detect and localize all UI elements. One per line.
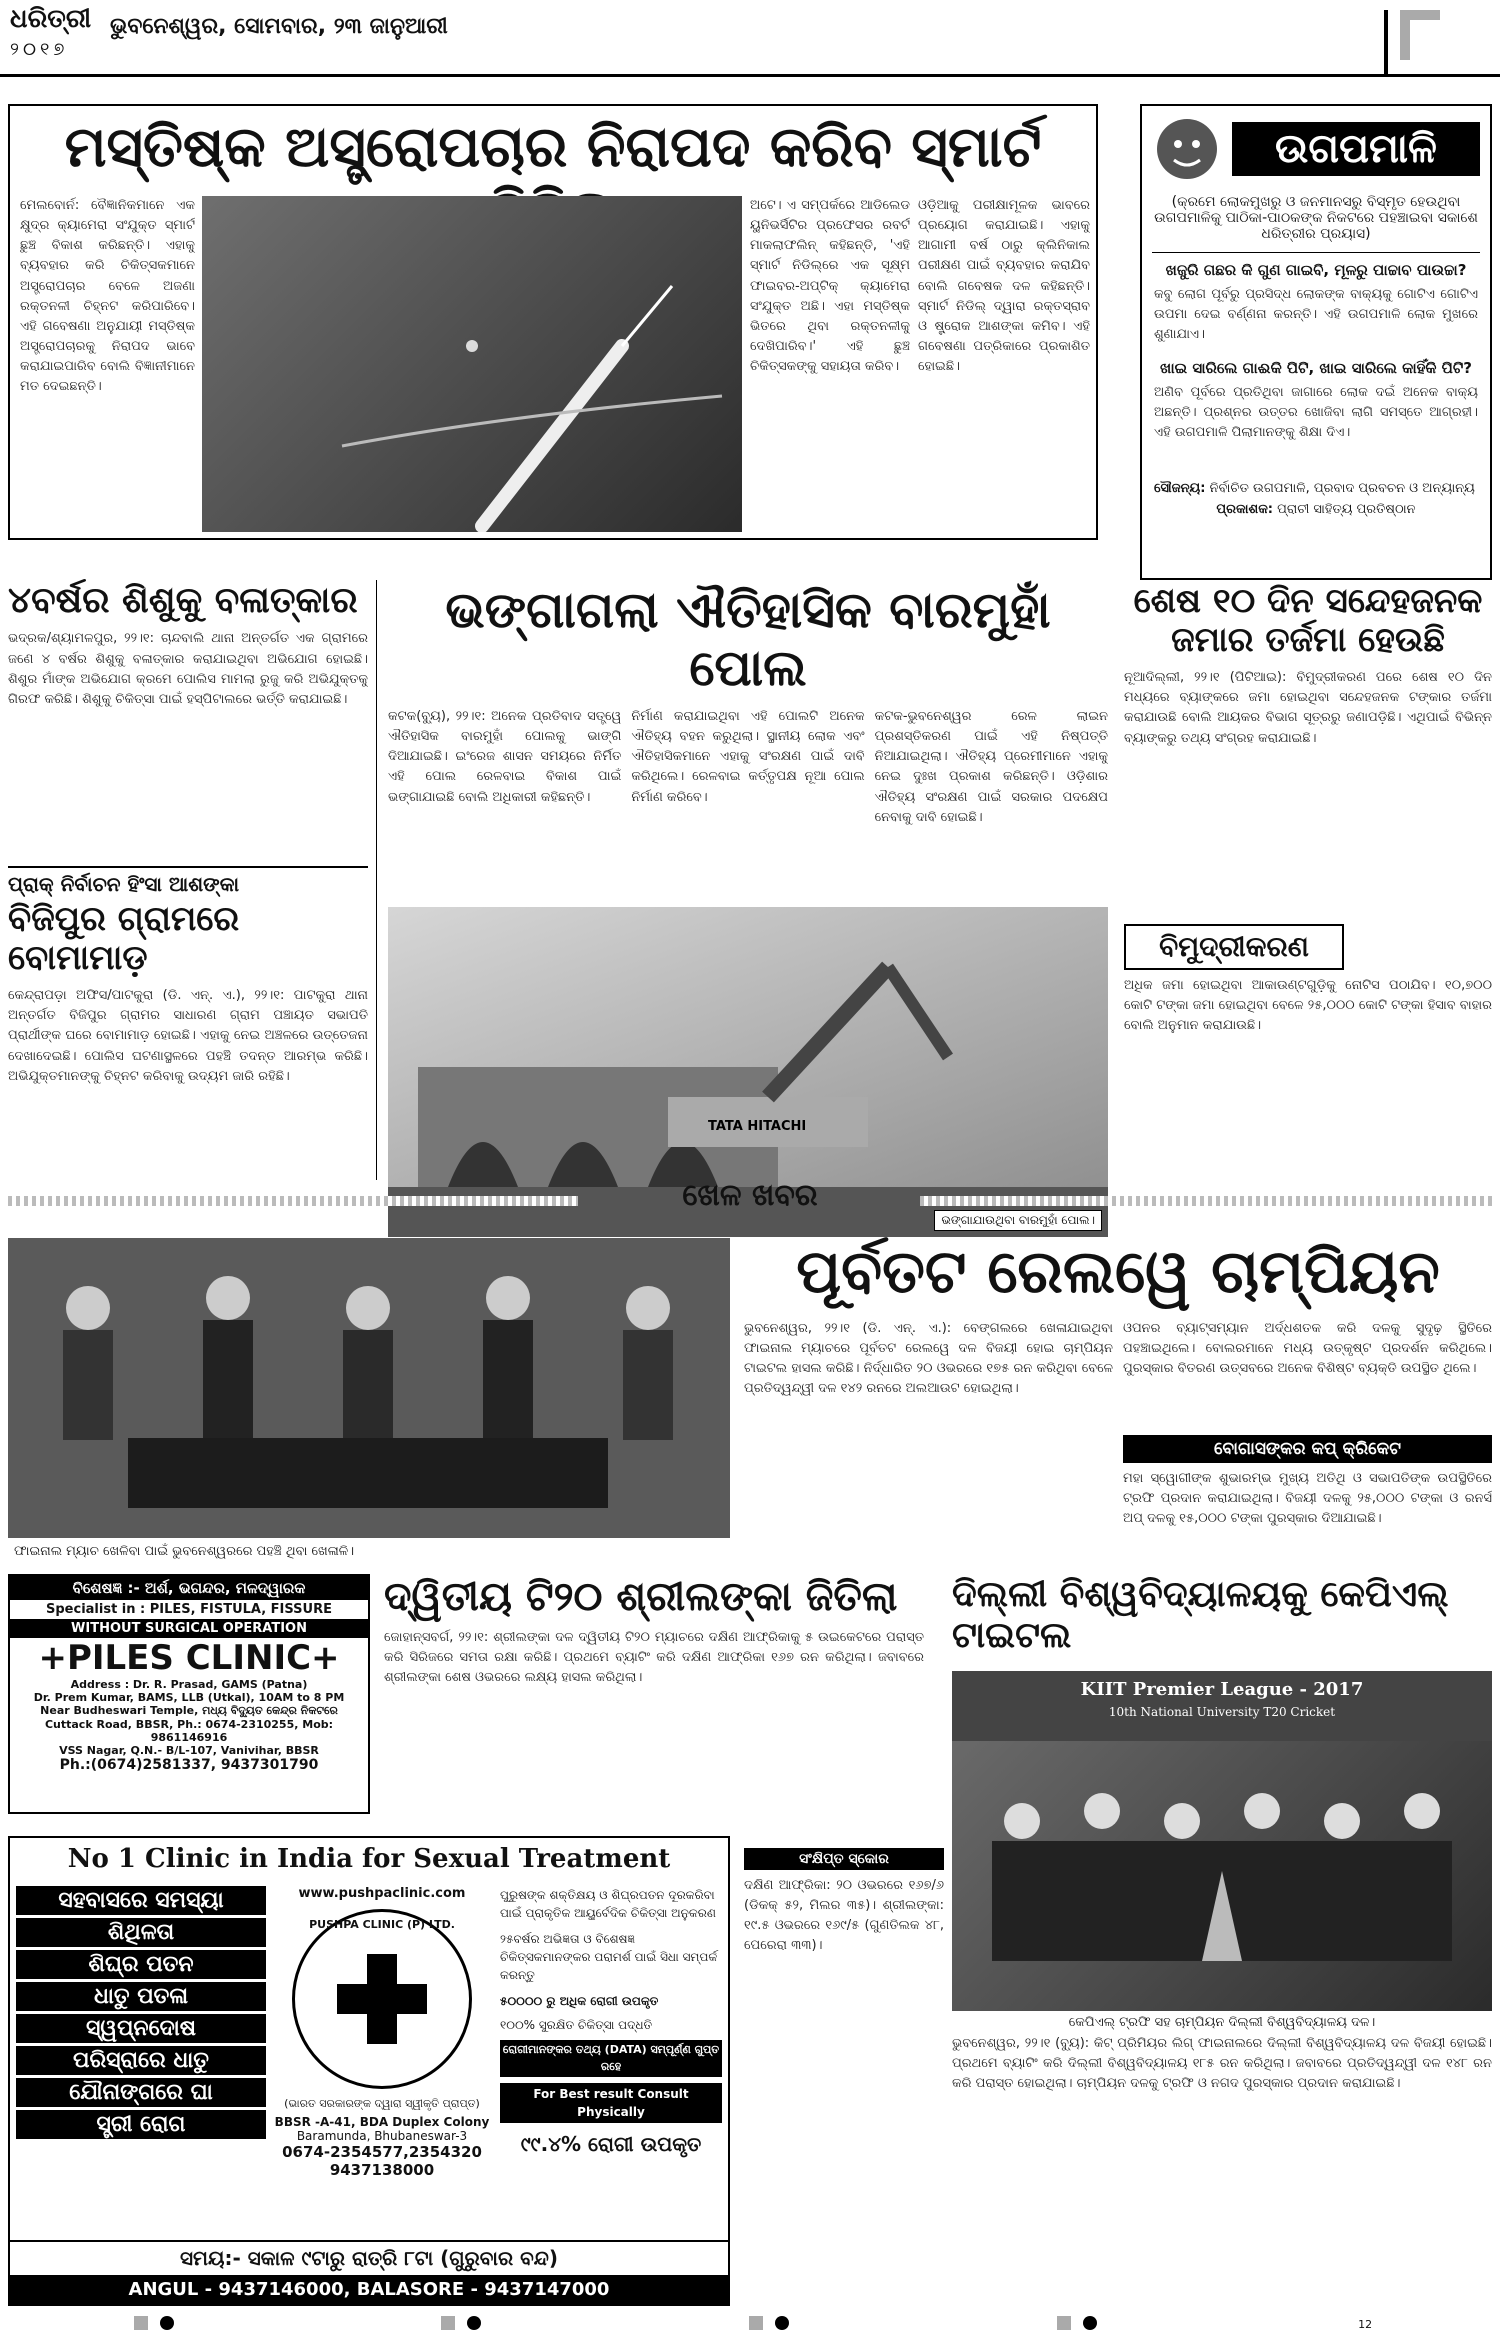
pushpa-consult: For Best result Consult Physically <box>500 2083 722 2123</box>
register-square <box>441 2316 455 2330</box>
lead-col-1: ମେଲବୋର୍ନ: ବୈଜ୍ଞାନିକମାନେ ଏକ କ୍ଷୁଦ୍ର କ୍ୟାମେରା ସଂଯୁକ୍ତ ସ୍ମାର୍ଟ ଛୁଞ୍ଚ ବିକାଶ କରିଛନ୍ତି। ଏହାକୁ ବ୍ୟବହାର କରି ଚିକିତ୍ସକମାନେ ଅସ୍ତ୍ରୋପଚାର ବେଳେ ଅଜଣା ରକ୍ତନଳୀ ଚିହ୍ନଟ କରିପାରିବେ। ଏହି ଗବେଷଣା ଅନୁଯାୟୀ ମସ୍ତିଷ୍କ ଅସ୍ତ୍ରୋପଚାରକୁ ନିରାପଦ ଭାବେ କରାଯାଇପାରିବ ବୋଲି ବିଜ୍ଞାନୀମାନେ ମତ ଦେଇଛନ୍ତି। <box>20 198 195 395</box>
barmuhan-body-3: କଟକ-ଭୁବନେଶ୍ୱର ରେଳ ଲାଇନ ପ୍ରଶସ୍ତିକରଣ ପାଇଁ ଏହି ନିଷ୍ପତ୍ତି ନିଆଯାଇଥିଲା। ଐତିହ୍ୟ ପ୍ରେମୀମାନେ ଏହାକୁ ନେଇ ଦୁଃଖ ପ୍ରକାଶ କରିଛନ୍ତି। ଓଡ଼ିଶାର ଐତିହ୍ୟ ସଂରକ୍ଷଣ ପାଇଁ ସରକାର ପଦକ୍ଷେପ ନେବାକୁ ଦାବି ହୋଇଛି। <box>874 709 1108 825</box>
page-number: 12 <box>1358 2317 1373 2331</box>
register-dot <box>160 2316 174 2330</box>
credit-label: ସୌଜନ୍ୟ: <box>1154 481 1206 496</box>
lead-headline: ମସ୍ତିଷ୍କ ଅସ୍ତ୍ରୋପଚାର ନିରାପଦ କରିବ ସ୍ମାର୍ଟ <box>64 115 1042 180</box>
players-illustration <box>8 1238 730 1538</box>
bijipur-headline: ବିଜିପୁର ଗ୍ରାମରେ ବୋମାମାଡ଼ <box>8 899 240 979</box>
publisher-text: ପ୍ରାଚୀ ସାହିତ୍ୟ ପ୍ରତିଷ୍ଠାନ <box>1277 502 1416 517</box>
pushpa-address-2: Baramunda, Bhubaneswar-3 <box>296 2129 468 2143</box>
pushpa-item: ଶିଘ୍ର ପତନ <box>16 1950 266 1979</box>
pushpa-right-4: ୧୦୦% ସୁରକ୍ଷିତ ଚିକିତ୍ସା ପଦ୍ଧତି <box>500 2018 653 2032</box>
story-delhi <box>952 1574 1492 2314</box>
pushpa-timing: ସମୟ:- ସକାଳ ୯ଟାରୁ ରାତ୍ରି ୮ଟା (ଗୁରୁବାର ବନ୍ଦ) <box>10 2240 728 2270</box>
child-body: ଭଦ୍ରକ/ଶ୍ୟାମଳପୁର, ୨୨।୧: ଚାନ୍ଦବାଲି ଥାନା ଅନ୍ତର୍ଗତ ଏକ ଗ୍ରାମରେ ଜଣେ ୪ ବର୍ଷର ଶିଶୁକୁ ବଳାତ୍କାର କରାଯାଇଥିବା ଅଭିଯୋଗ ହୋଇଛି। ଶିଶୁର ମାଁଙ୍କ ଅଭିଯୋଗ କ୍ରମେ ପୋଲିସ ମାମଲା ରୁଜୁ କରି ଅଭିଯୁକ୍ତକୁ ଗିରଫ କରିଛି। ଶିଶୁକୁ ଚିକିତ୍ସା ପାଇଁ ହସ୍ପିଟାଲରେ ଭର୍ତ୍ତି କରାଯାଇଛି। <box>8 631 368 707</box>
srilanka-headline: ଦ୍ୱିତୀୟ ଟି୨୦ ଶ୍ରୀଲଙ୍କା ଜିତିଲା <box>384 1574 898 1620</box>
column-rule <box>376 580 377 1180</box>
ad-piles-clinic <box>8 1574 370 1814</box>
railway-body-2: ଓପନର ବ୍ୟାଟ୍ସମ୍ୟାନ ଅର୍ଦ୍ଧଶତକ କରି ଦଳକୁ ସୁଦୃଢ଼ ସ୍ଥିତିରେ ପହଞ୍ଚାଇଥିଲେ। ବୋଲରମାନେ ମଧ୍ୟ ଉତ୍କୃଷ୍ଟ ପ୍ରଦର୍ଶନ କରିଥିଲେ। ପୁରସ୍କାର ବିତରଣ ଉତ୍ସବରେ ଅନେକ ବିଶିଷ୍ଟ ବ୍ୟକ୍ତି ଉପସ୍ଥିତ ଥିଲେ। <box>1123 1321 1492 1377</box>
dateline: ଭୁବନେଶ୍ୱର, ସୋମବାର, ୨୩ ଜାନୁଆରୀ <box>110 14 448 39</box>
masthead-logo <box>10 4 100 74</box>
piles-without: WITHOUT SURGICAL OPERATION <box>10 1619 368 1638</box>
pushpa-seal <box>292 1909 472 2089</box>
pushpa-item: ଧାତୁ ପତଳା <box>16 1982 266 2011</box>
lead-story <box>8 104 1098 540</box>
ugapmali-question-2: ଖାଇ ସାରିଲେ ଗାଈକି ପିଟି, ଖାଇ ସାରିଲେ କାହିଁକି ପିଟି? <box>1159 359 1472 377</box>
pushpa-address-1: BBSR -A-41, BDA Duplex Colony <box>274 2115 490 2129</box>
pushpa-item: ସ୍ତ୍ରୀ ରୋଗ <box>16 2110 266 2139</box>
pushpa-right-1: ପୁରୁଷଙ୍କ ଶକ୍ତିକ୍ଷୟ ଓ ଶିଘ୍ରପତନ ଦୂରକରିବା ପାଇଁ ପ୍ରାକୃତିକ ଆୟୁର୍ବେଦିକ ଚିକିତ୍ସା ଅନୁକରଣ <box>500 1888 716 1920</box>
sports-photo-caption: ଫାଇନାଲ ମ୍ୟାଚ ଖେଳିବା ପାଇଁ ଭୁବନେଶ୍ୱରରେ ପହଞ୍ଚି ଥିବା ଖେଳାଳି। <box>14 1544 355 1559</box>
header-divider <box>1384 10 1388 74</box>
sports-band-right <box>920 1196 1492 1206</box>
deposit-headline: ଶେଷ ୧୦ ଦିନ ସନ୍ଦେହଜନକ ଜମାର ତର୍ଜମା ହେଉଛି <box>1133 581 1483 661</box>
header-rule <box>0 74 1500 77</box>
piles-specialist: Specialist in : PILES, FISTULA, FISSURE <box>46 1602 332 1617</box>
ugapmali-title: ଉଗପମାଳି <box>1232 122 1480 176</box>
register-dot <box>1083 2316 1097 2330</box>
piles-address-5: VSS Nagar, Q.N.- B/L-107, Vanivihar, BBSR <box>59 1744 319 1757</box>
machine-label: TATA HITACHI <box>708 1119 807 1134</box>
register-square <box>1057 2316 1071 2330</box>
paper-year: ୨୦୧୭ <box>10 39 69 60</box>
scoreboard-title: ସଂକ୍ଷିପ୍ତ ସ୍କୋର <box>744 1848 944 1870</box>
cross-icon <box>337 1954 427 2044</box>
scoreboard-body: ଦକ୍ଷିଣ ଆଫ୍ରିକା: ୨୦ ଓଭରରେ ୧୬୭/୬ (ଡିକକ୍ ୫୨, ମିଲର ୩୫)। ଶ୍ରୀଲଙ୍କା: ୧୯.୫ ଓଭରରେ ୧୬୯/୫ (ଗୁଣତିଲକ ୪୮, ପେରେରା ୩୩)। <box>744 1878 944 1954</box>
register-square <box>134 2316 148 2330</box>
ugapmali-answer-1: କବୁ ଲୋଗ ପୂର୍ବରୁ ପ୍ରସିଦ୍ଧ ଲୋକଙ୍କ ବାକ୍ୟକୁ ଗୋଟିଏ ଗୋଟିଏ ଉପମା ଦେଇ ବର୍ଣ୍ଣନା କରନ୍ତି। ଏହି ଉଗପମାଳି ଲୋକ ମୁଖରେ ଶୁଣାଯାଏ। <box>1154 287 1478 343</box>
pushpa-item: ସ୍ୱପ୍ନଦୋଷ <box>16 2014 266 2043</box>
piles-address-3: Near Budheswari Temple, ମଧ୍ୟ ବିଦ୍ୟୁତ କେନ୍ଦ୍ର ନିକଟରେ <box>40 1704 338 1717</box>
ugapmali-box <box>1140 104 1492 580</box>
story-deposit <box>1124 582 1492 1182</box>
register-square <box>749 2316 763 2330</box>
pushpa-center <box>272 1886 492 2179</box>
story-child <box>8 580 368 840</box>
story-srilanka <box>384 1574 924 1824</box>
piles-top: ବିଶେଷଜ୍ଞ :- ଅର୍ଶ, ଭଗନ୍ଦର, ମଳଦ୍ୱାରକ <box>10 1576 368 1600</box>
pushpa-data-bar: ରୋଗୀମାନଙ୍କର ତଥ୍ୟ (DATA) ସମ୍ପୂର୍ଣ୍ଣ ଗୁପ୍ତ ରହେ <box>500 2040 722 2077</box>
paper-name: ଧରିତ୍ରୀ <box>10 4 92 34</box>
pushpa-govt: (ଭାରତ ସରକାରଙ୍କ ଦ୍ୱାରା ସ୍ୱୀକୃତି ପ୍ରାପ୍ତ) <box>284 2097 480 2110</box>
delhi-caption: କେପିଏଲ୍ ଟ୍ରଫି ସହ ଚାମ୍ପିୟନ ଦିଲ୍ଲୀ ବିଶ୍ୱବିଦ୍ୟାଳୟ ଦଳ। <box>1068 2014 1376 2030</box>
pushpa-branches: ANGUL - 9437146000, BALASORE - 9437147000 <box>10 2275 728 2304</box>
piles-clinic-name: +PILES CLINIC+ <box>38 1638 340 1678</box>
page-corner-mark <box>1400 10 1440 60</box>
barmuhan-caption: ଭଙ୍ଗାଯାଉଥିବା ବାରମୁହାଁ ପୋଲ। <box>934 1210 1102 1231</box>
lead-col-3: ଓଡ଼ିଆକୁ ପରୀକ୍ଷାମୂଳକ ଭାବରେ ପ୍ରୟୋଗ କରାଯାଇଛି। ଏହାକୁ ଆଗାମୀ ବର୍ଷ ଠାରୁ କ୍ଲିନିକାଲ ପରୀକ୍ଷଣ ପାଇଁ ବ୍ୟବହାର କରାଯିବ ବୋଲି ଗବେଷକ ଦଳ କହିଛନ୍ତି। ସ୍ମାର୍ଟ ନିଡିଲ୍ ଦ୍ୱାରା ରକ୍ତସ୍ରାବ ଓ ଷ୍ଟ୍ରୋକ ଆଶଙ୍କା କମିବ। ଏହି ଗବେଷଣା ପତ୍ରିକାରେ ପ୍ରକାଶିତ ହୋଇଛି। <box>918 198 1090 375</box>
ad-pushpa-clinic <box>8 1836 730 2306</box>
team-illustration <box>952 1671 1492 2011</box>
railway-headline: ପୂର୍ବତଟ ରେଲୱେ ଚାମ୍ପିୟନ <box>796 1237 1440 1307</box>
register-dot <box>467 2316 481 2330</box>
pushpa-phone-1: 0674-2354577,2354320 <box>282 2143 482 2161</box>
publisher-label: ପ୍ରକାଶକ: <box>1216 502 1274 517</box>
credit-text: ନିର୍ବାଚିତ ଉଗପମାଳି, ପ୍ରବାଦ ପ୍ରବଚନ ଓ ଅନ୍ୟାନ୍ୟ <box>1209 481 1475 496</box>
ugapmali-answer-2: ଅଣିବ ପୂର୍ବରେ ପ୍ରତିଥିବା ଜାଗାରେ ଲୋକ ଦଇଁ ଅନେକ ବାକ୍ୟ ଅଛନ୍ତି। ପ୍ରଶ୍ନର ଉତ୍ତର ଖୋଜିବା ଲାଗି ସମସ୍ତେ ଆଗ୍ରହୀ। ଏହି ଉଗପମାଳି ପିଲାମାନଙ୍କୁ ଶିକ୍ଷା ଦିଏ। <box>1154 385 1478 441</box>
story-railway <box>744 1238 1492 1568</box>
pushpa-item: ଶିଥିଳତା <box>16 1918 266 1947</box>
barmuhan-headline: ଭଙ୍ଗାଗଲା ଐତିହାସିକ ବାରମୁହାଁ ପୋଲ <box>445 581 1051 697</box>
lead-col-2: ଅଟେ। ଏ ସମ୍ପର୍କରେ ଆଡିଲେଡ ୟୁନିଭର୍ସିଟିର ପ୍ରଫେସର ରବର୍ଟ ମାକଲାଫଲିନ୍ କହିଛନ୍ତି, 'ଏହି ସ୍ମାର୍ଟ ନିଡିଲ୍‌ରେ ଏକ ସୂକ୍ଷ୍ମ ଫାଇବର-ଅପ୍ଟିକ୍ କ୍ୟାମେରା ସଂଯୁକ୍ତ ଅଛି। ଏହା ମସ୍ତିଷ୍କ ଭିତରେ ଥିବା ରକ୍ତନଳୀକୁ ଦେଖିପାରିବ।' ଏହି ଛୁଞ୍ଚ ଚିକିତ୍ସକଙ୍କୁ ସହାୟତା କରିବ। <box>750 198 910 375</box>
pushpa-right-2: ୨୫ବର୍ଷର ଅଭିଜ୍ଞତା ଓ ବିଶେଷଜ୍ଞ ଚିକିତ୍ସକମାନଙ୍କର ପରାମର୍ଶ ପାଇଁ ସିଧା ସମ୍ପର୍କ କରନ୍ତୁ <box>500 1932 718 1982</box>
piles-address-4: Cuttack Road, BBSR, Ph.: 0674-2310255, Mob: 9861146916 <box>44 1718 334 1744</box>
railway-body-1: ଭୁବନେଶ୍ୱର, ୨୨।୧ (ଡି. ଏନ୍. ଏ.): ବେଙ୍ଗଲରେ ଖେଳାଯାଇଥିବା ଫାଇନାଲ ମ୍ୟାଚରେ ପୂର୍ବତଟ ରେଲୱେ ଦଳ ବିଜୟୀ ହୋଇ ଚାମ୍ପିୟନ ଟାଇଟଲ ହାସଲ କରିଛି। ନିର୍ଦ୍ଧାରିତ ୨୦ ଓଭରରେ ୧୭୫ ରନ କରିଥିବା ବେଳେ ପ୍ରତିଦ୍ୱନ୍ଦ୍ୱୀ ଦଳ ୧୪୨ ରନରେ ଅଲଆଉଟ ହୋଇଥିଲା। <box>744 1321 1113 1397</box>
footer-register-marks <box>0 2316 1500 2332</box>
barmuhan-body-1: କଟକ(ବ୍ୟୁ), ୨୨।୧: ଅନେକ ପ୍ରତିବାଦ ସତ୍ତ୍ୱେ ଐତିହାସିକ ବାରମୁହାଁ ପୋଲକୁ ଭାଙ୍ଗି ଦିଆଯାଇଛି। ଇଂରେଜ ଶାସନ ସମୟରେ ନିର୍ମିତ ଏହି ପୋଲ ରେଳବାଇ ବିକାଶ ପାଇଁ ଭଙ୍ଗାଯାଇଛି ବୋଲି ଅଧିକାରୀ କହିଛନ୍ତି। <box>388 709 622 805</box>
register-dot <box>775 2316 789 2330</box>
barmuhan-body-2: ନିର୍ମାଣ କରାଯାଇଥିବା ଏହି ପୋଲଟି ଅନେକ ଐତିହ୍ୟ ବହନ କରୁଥିଲା। ସ୍ଥାନୀୟ ଲୋକ ଏବଂ ଐତିହାସିକମାନେ ଏହାକୁ ସଂରକ୍ଷଣ ପାଇଁ ଦାବି କରିଥିଲେ। ରେଳବାଇ କର୍ତ୍ତୃପକ୍ଷ ନୂଆ ପୋଲ ନିର୍ମାଣ କରିବେ। <box>631 709 865 805</box>
pushpa-item: ପରିସ୍ରାରେ ଧାତୁ <box>16 2046 266 2075</box>
lead-photo-syringe <box>202 196 742 532</box>
syringe-illustration <box>202 196 742 532</box>
pushpa-phone-2: 9437138000 <box>329 2161 435 2179</box>
pushpa-title: No 1 Clinic in India for Sexual Treatment <box>67 1844 671 1874</box>
delhi-body: ଭୁବନେଶ୍ୱର, ୨୨।୧ (ବ୍ୟୁ): କିଟ୍ ପ୍ରିମିୟର ଲିଗ୍ ଫାଇନାଲରେ ଦିଲ୍ଲୀ ବିଶ୍ୱବିଦ୍ୟାଳୟ ଦଳ ବିଜୟୀ ହୋଇଛି। ପ୍ରଥମେ ବ୍ୟାଟିଂ କରି ଦିଲ୍ଲୀ ବିଶ୍ୱବିଦ୍ୟାଳୟ ୧୮୫ ରନ କରିଥିଲା। ଜବାବରେ ପ୍ରତିଦ୍ୱନ୍ଦ୍ୱୀ ଦଳ ୧୪୮ ରନ କରି ପରାସ୍ତ ହୋଇଥିଲା। ଚାମ୍ପିୟନ ଦଳକୁ ଟ୍ରଫି ଓ ନଗଦ ପୁରସ୍କାର ପ୍ରଦାନ କରାଯାଇଛି। <box>952 2035 1492 2092</box>
scoreboard <box>744 1848 944 2308</box>
pushpa-right <box>500 1886 722 2159</box>
story-bijipur <box>8 866 368 1186</box>
deposit-body-2: ଅଧିକ ଜମା ହୋଇଥିବା ଆକାଉଣ୍ଟଗୁଡ଼ିକୁ ନୋଟିସ ପଠାଯିବ। ୧୦,୭୦୦ କୋଟି ଟଙ୍କା ଜମା ହୋଇଥିବା ବେଳେ ୨୫,୦୦୦ କୋଟି ଟଙ୍କା ହିସାବ ବାହାର ବୋଲି ଅନୁମାନ କରାଯାଉଛି। <box>1124 978 1492 1034</box>
railway-body-3: ମହା ସ୍ୱୋଗୀଙ୍କ ଶୁଭାରମ୍ଭ ମୁଖ୍ୟ ଅତିଥି ଓ ସଭାପତିଙ୍କ ଉପସ୍ଥିତିରେ ଟ୍ରଫି ପ୍ରଦାନ କରାଯାଇଥିଲା। ବିଜୟୀ ଦଳକୁ ୨୫,୦୦୦ ଟଙ୍କା ଓ ରନର୍ସ ଅପ୍ ଦଳକୁ ୧୫,୦୦୦ ଟଙ୍କା ପୁରସ୍କାର ଦିଆଯାଇଛି। <box>1123 1471 1492 1527</box>
pushpa-success: ୯୯.୪% ରୋଗୀ ଉପକୃତ <box>520 2132 702 2156</box>
pushpa-items <box>16 1886 266 2142</box>
ugapmali-intro: (କ୍ରମେ ଲୋକମୁଖରୁ ଓ ଜନମାନସରୁ ବିସ୍ମୃତ ହେଉଥିବା ଉଗପମାଳିକୁ ପାଠିକା-ପାଠକଙ୍କ ନିକଟରେ ପହଞ୍ଚାଇବା ସକାଶେ ଧରିତ୍ରୀର ପ୍ରୟାସ) <box>1154 194 1478 242</box>
deposit-body: ନୂଆଦିଲ୍ଲୀ, ୨୨।୧ (ପିଟିଆଇ): ବିମୁଦ୍ରୀକରଣ ପରେ ଶେଷ ୧୦ ଦିନ ମଧ୍ୟରେ ବ୍ୟାଙ୍କରେ ଜମା ହୋଇଥିବା ସନ୍ଦେହଜନକ ଟଙ୍କାର ତର୍ଜମା କରାଯାଉଛି ବୋଲି ଆୟକର ବିଭାଗ ସୂତ୍ରରୁ ଜଣାପଡ଼ିଛି। ଏଥିପାଇଁ ବିଭିନ୍ନ ବ୍ୟାଙ୍କରୁ ତଥ୍ୟ ସଂଗ୍ରହ କରାଯାଇଛି। <box>1124 670 1492 746</box>
ugapmali-logo-icon <box>1152 114 1222 184</box>
pushpa-seal-text: PUSHPA CLINIC (P) LTD. <box>309 1918 455 1931</box>
sports-band-left <box>8 1196 578 1206</box>
pushpa-right-3: ୫୦୦୦୦ ରୁ ଅଧିକ ରୋଗୀ ଉପକୃତ <box>500 1994 659 2008</box>
child-headline: ୪ବର୍ଷର ଶିଶୁକୁ ବଳାତ୍କାର <box>8 580 358 621</box>
sports-section-title: ଖେଳ ଖବର <box>682 1178 818 1213</box>
pushpa-item: ସହବାସରେ ସମସ୍ୟା <box>16 1886 266 1915</box>
railway-tag: ବୋଗାସଙ୍କର କପ୍ କ୍ରିକେଟ <box>1123 1435 1492 1463</box>
piles-address-1: Address : Dr. R. Prasad, GAMS (Patna) <box>70 1678 308 1691</box>
deposit-tag: ବିମୁଦ୍ରୀକରଣ <box>1124 924 1344 970</box>
delhi-banner: KIIT Premier League - 2017 <box>1080 1678 1364 1700</box>
srilanka-body: ଜୋହାନ୍‌ସବର୍ଗ, ୨୨।୧: ଶ୍ରୀଲଙ୍କା ଦଳ ଦ୍ୱିତୀୟ ଟି୨୦ ମ୍ୟାଚରେ ଦକ୍ଷିଣ ଆଫ୍ରିକାକୁ ୫ ଉଇକେଟରେ ପରାସ୍ତ କରି ସିରିଜରେ ସମତା ରକ୍ଷା କରିଛି। ପ୍ରଥମେ ବ୍ୟାଟିଂ କରି ଦକ୍ଷିଣ ଆଫ୍ରିକା ୧୬୭ ରନ କରିଥିଲା। ଜବାବରେ ଶ୍ରୀଲଙ୍କା ଶେଷ ଓଭରରେ ଲକ୍ଷ୍ୟ ହାସଲ କରିଥିଲା। <box>384 1630 924 1686</box>
delhi-banner-2: 10th National University T20 Cricket <box>1108 1704 1336 1719</box>
piles-phone: Ph.:(0674)2581337, 9437301790 <box>59 1757 319 1773</box>
delhi-photo <box>952 1671 1492 2011</box>
piles-address-2: Dr. Prem Kumar, BAMS, LLB (Utkal), 10AM to 8 PM <box>33 1691 345 1704</box>
bijipur-body: କେନ୍ଦ୍ରାପଡ଼ା ଅଫିସ/ପାଟକୁରା (ଡି. ଏନ୍. ଏ.), ୨୨।୧: ପାଟକୁରା ଥାନା ଅନ୍ତର୍ଗତ ବିଜିପୁର ଗ୍ରାମର ସାଧାରଣ ଗ୍ରାମ ପଞ୍ଚାୟତ ସଭାପତି ପ୍ରାର୍ଥୀଙ୍କ ଘରେ ବୋମାମାଡ଼ ହୋଇଛି। ଏହାକୁ ନେଇ ଅଞ୍ଚଳରେ ଉତ୍ତେଜନା ଦେଖାଦେଇଛି। ପୋଲିସ ଘଟଣାସ୍ଥଳରେ ପହଞ୍ଚି ତଦନ୍ତ ଆରମ୍ଭ କରିଛି। ଅଭିଯୁକ୍ତମାନଙ୍କୁ ଚିହ୍ନଟ କରିବାକୁ ଉଦ୍ୟମ ଜାରି ରହିଛି। <box>8 988 368 1084</box>
bijipur-kicker: ପ୍ରାକ୍ ନିର୍ବାଚନ ହିଂସା ଆଶଙ୍କା <box>8 866 368 896</box>
ugapmali-question-1: ଖଜୁରି ଗଛର କି ଗୁଣ ଗାଇବି, ମୂଳରୁ ପାଚ୍ଚାବ ପାଉଚ୍ଚା? <box>1165 261 1467 279</box>
sports-photo-players <box>8 1238 730 1538</box>
pushpa-item: ଯୌନାଙ୍ଗରେ ଘା <box>16 2078 266 2107</box>
delhi-headline: ଦିଲ୍ଲୀ ବିଶ୍ୱବିଦ୍ୟାଳୟକୁ କେପିଏଲ୍ ଟାଇଟଲ <box>952 1574 1449 1657</box>
pushpa-website: www.pushpaclinic.com <box>298 1886 466 1901</box>
